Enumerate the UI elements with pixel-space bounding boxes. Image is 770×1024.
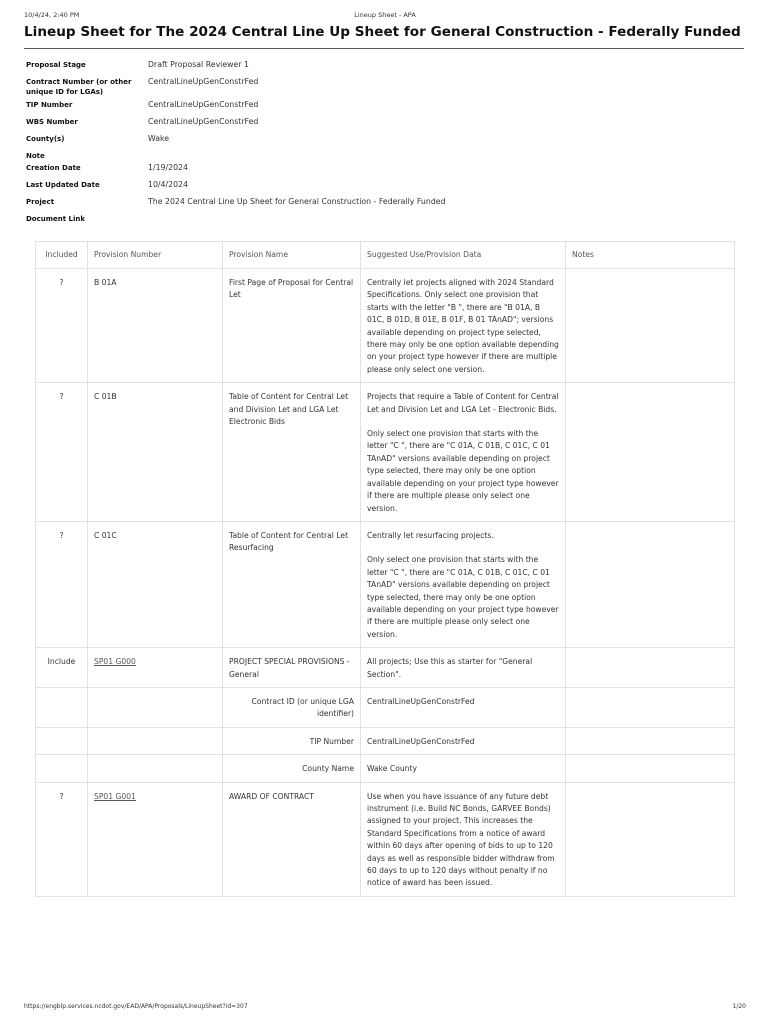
print-header — [24, 11, 746, 23]
col-header-provision-name: Provision Name — [223, 242, 361, 269]
meta-label: County(s) — [26, 135, 65, 143]
provision-name: First Page of Proposal for Central Let — [223, 269, 361, 383]
table-sub-row — [36, 755, 735, 782]
notes-cell — [566, 782, 735, 896]
suggested-use — [361, 269, 566, 383]
meta-row-proposal-stage — [26, 58, 726, 75]
included-cell[interactable]: ? — [36, 383, 88, 522]
meta-row-contract-number — [26, 75, 726, 98]
print-date: 10/4/24, 2:40 PM — [24, 11, 80, 19]
included-cell[interactable]: ? — [36, 521, 88, 647]
empty-cell — [36, 687, 88, 727]
meta-label: Document Link — [26, 215, 86, 223]
suggested-use-text: Centrally let resurfacing projects. — [367, 530, 494, 540]
provision-number: B 01A — [88, 269, 223, 383]
meta-label: Project — [26, 198, 55, 206]
suggested-use-text: All projects; Use this as starter for "General Section". — [367, 657, 533, 679]
provision-number — [88, 648, 223, 688]
provisions-table — [35, 241, 735, 897]
suggested-use-text: Projects that require a Table of Content for Central Let and Division Let and LGA Let - Electronic Bids. — [367, 392, 559, 414]
notes-cell — [566, 269, 735, 383]
notes-cell — [566, 521, 735, 647]
notes-cell — [566, 755, 735, 782]
proposal-details — [26, 58, 726, 229]
suggested-use-text: Only select one provision that starts with the letter "C ", there are "C 01A, C 01B, C 01C, C 01 TAnAD" versions available depending on project type selected, there may only be one option available depending on your project type however if there are multiple please only select one version. — [367, 429, 559, 513]
empty-cell — [88, 727, 223, 754]
suggested-use-text: Only select one provision that starts with the letter "C ", there are "C 01A, C 01B, C 01C, C 01 TAnAD" versions available depending on project type selected, there may only be one option available depending on your project type however if there are multiple please only select one version. — [367, 555, 559, 639]
provision-number: C 01B — [88, 383, 223, 522]
meta-row-document-link — [26, 212, 726, 229]
meta-value: CentralLineUpGenConstrFed — [148, 100, 259, 109]
col-header-notes: Notes — [566, 242, 735, 269]
table-row — [36, 782, 735, 896]
included-cell[interactable]: ? — [36, 269, 88, 383]
meta-label: TIP Number — [26, 101, 73, 109]
page-number: 1/20 — [732, 1003, 746, 1010]
print-doc-title: Lineup Sheet - APA — [354, 11, 416, 19]
meta-row-project — [26, 195, 726, 212]
empty-cell — [36, 727, 88, 754]
meta-value: The 2024 Central Line Up Sheet for General Construction - Federally Funded — [148, 197, 446, 206]
meta-row-creation-date — [26, 161, 726, 178]
meta-value: Draft Proposal Reviewer 1 — [148, 60, 249, 69]
sub-row-label: TIP Number — [223, 727, 361, 754]
empty-cell — [88, 687, 223, 727]
meta-row-county — [26, 132, 726, 149]
sub-row-value: Wake County — [361, 755, 566, 782]
meta-label: Contract Number (or other unique ID for LGAs) — [26, 78, 132, 96]
provision-link[interactable]: SP01 G000 — [94, 657, 136, 667]
provision-link[interactable]: SP01 G001 — [94, 791, 136, 801]
provision-name: Table of Content for Central Let Resurfacing — [223, 521, 361, 647]
provision-name: Table of Content for Central Let and Division Let and LGA Let Electronic Bids — [223, 383, 361, 522]
suggested-use — [361, 521, 566, 647]
meta-label: WBS Number — [26, 118, 78, 126]
notes-cell — [566, 383, 735, 522]
sub-row-label: Contract ID (or unique LGA identifier) — [223, 687, 361, 727]
meta-row-wbs-number — [26, 115, 726, 132]
meta-row-tip-number — [26, 98, 726, 115]
table-header-row — [36, 242, 735, 269]
notes-cell — [566, 727, 735, 754]
sub-row-value: CentralLineUpGenConstrFed — [361, 687, 566, 727]
sub-row-label: County Name — [223, 755, 361, 782]
table-sub-row — [36, 687, 735, 727]
provision-number: C 01C — [88, 521, 223, 647]
meta-value: 1/19/2024 — [148, 163, 188, 172]
meta-row-note — [26, 149, 726, 161]
print-footer — [24, 1003, 746, 1010]
meta-value: Wake — [148, 134, 170, 143]
table-row — [36, 648, 735, 688]
suggested-use — [361, 383, 566, 522]
suggested-use-text: Use when you have issuance of any future debt instrument (i.e. Build NC Bonds, GARVEE Bonds) assigned to your project. This increases the Standard Specifications from a notice of award within 60 days after opening of bids to up to 120 days as well as responsible bidder withdraw from 60 days to up to 120 days without penalty if no notice of award has been issued. — [367, 791, 555, 888]
col-header-included: Included — [36, 242, 88, 269]
empty-cell — [88, 755, 223, 782]
table-row — [36, 521, 735, 647]
sub-row-value: CentralLineUpGenConstrFed — [361, 727, 566, 754]
suggested-use — [361, 782, 566, 896]
provision-number — [88, 782, 223, 896]
meta-row-last-updated — [26, 178, 726, 195]
meta-label: Note — [26, 152, 45, 160]
page-title: Lineup Sheet for The 2024 Central Line Up Sheet for General Construction - Federally Funded — [24, 24, 741, 40]
included-cell[interactable]: Include — [36, 648, 88, 688]
meta-value: CentralLineUpGenConstrFed — [148, 117, 259, 126]
page-url: https://engblp.services.ncdot.gov/EAD/APA/Proposals/LineupSheet?id=307 — [24, 1003, 248, 1010]
col-header-suggested-use: Suggested Use/Provision Data — [361, 242, 566, 269]
included-cell[interactable]: ? — [36, 782, 88, 896]
provision-name: AWARD OF CONTRACT — [223, 782, 361, 896]
meta-value: CentralLineUpGenConstrFed — [148, 77, 259, 86]
suggested-use-text: Centrally let projects aligned with 2024 Standard Specifications. Only select one provision that starts with the letter "B ", there are "B 01A, B 01C, B 01D, B 01E, B 01F, B 01 TAnAD"; versions available depending on project type selected, there may only be one option available depending on your project type however if there are multiple please only select one version. — [367, 278, 559, 374]
meta-label: Proposal Stage — [26, 61, 86, 69]
table-sub-row — [36, 727, 735, 754]
provision-name: PROJECT SPECIAL PROVISIONS - General — [223, 648, 361, 688]
suggested-use — [361, 648, 566, 688]
title-divider — [24, 48, 744, 49]
notes-cell — [566, 687, 735, 727]
meta-value: 10/4/2024 — [148, 180, 188, 189]
meta-label: Last Updated Date — [26, 181, 100, 189]
empty-cell — [36, 755, 88, 782]
notes-cell — [566, 648, 735, 688]
table-row — [36, 383, 735, 522]
meta-label: Creation Date — [26, 164, 81, 172]
col-header-provision-number: Provision Number — [88, 242, 223, 269]
table-row — [36, 269, 735, 383]
